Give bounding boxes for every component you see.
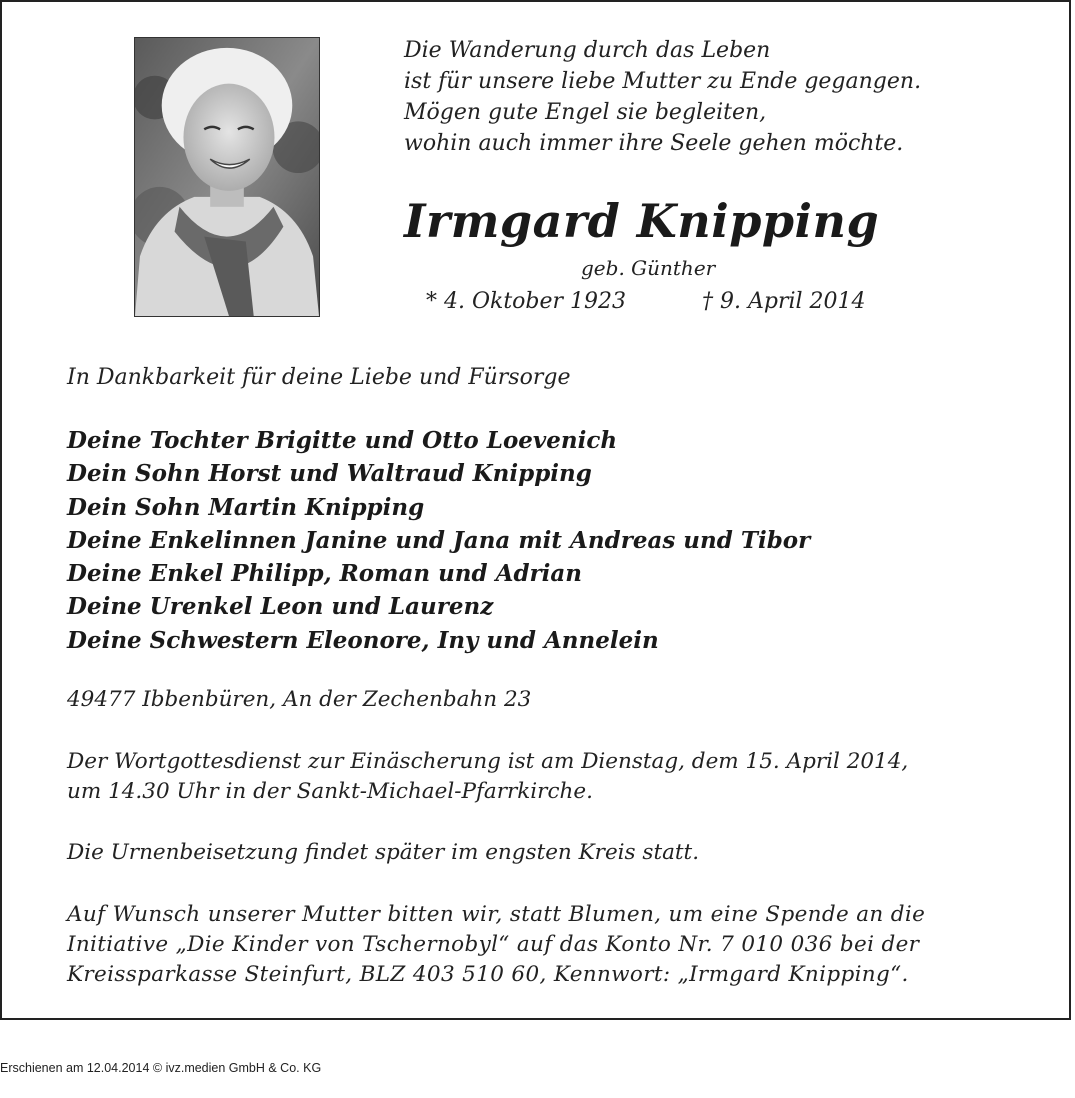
death-date: † 9. April 2014	[702, 289, 866, 314]
poem-line: ist für unsere liebe Mutter zu Ende gegangen.	[404, 69, 922, 94]
mourner-line: Dein Sohn Martin Knipping	[67, 493, 425, 521]
mourner-line: Deine Urenkel Leon und Laurenz	[67, 593, 494, 621]
publication-footer: Erschienen am 12.04.2014 © ivz.medien GmbH & Co. KG	[0, 1061, 322, 1075]
mourners-list	[67, 424, 810, 657]
mourner-line: Deine Schwestern Eleonore, Iny und Annelein	[67, 626, 659, 654]
mourner-line: Deine Enkel Philipp, Roman und Adrian	[67, 560, 583, 588]
poem-line: Die Wanderung durch das Leben	[404, 38, 771, 63]
portrait-photo	[134, 37, 320, 317]
donation-line: Auf Wunsch unserer Mutter bitten wir, statt Blumen, um eine Spende an die	[67, 902, 926, 927]
poem-line: wohin auch immer ihre Seele gehen möchte.	[404, 131, 904, 156]
donation-line: Kreissparkasse Steinfurt, BLZ 403 510 60, Kennwort: „Irmgard Knipping“.	[67, 962, 909, 987]
service-info	[67, 747, 908, 807]
donation-line: Initiative „Die Kinder von Tschernobyl“ auf das Konto Nr. 7 010 036 bei der	[67, 932, 920, 957]
maiden-name: geb. Günther	[581, 256, 716, 280]
address: 49477 Ibbenbüren, An der Zechenbahn 23	[67, 687, 532, 712]
poem	[404, 35, 921, 159]
poem-line: Mögen gute Engel sie begleiten,	[404, 100, 767, 125]
mourner-line: Deine Tochter Brigitte und Otto Loevenich	[67, 427, 618, 454]
birth-date: * 4. Oktober 1923	[426, 289, 627, 314]
service-line: Der Wortgottesdienst zur Einäscherung ist am Dienstag, dem 15. April 2014,	[67, 749, 909, 774]
portrait-image	[135, 38, 319, 316]
thanks-line: In Dankbarkeit für deine Liebe und Fürsorge	[67, 365, 571, 390]
service-line: um 14.30 Uhr in der Sankt-Michael-Pfarrkirche.	[67, 779, 593, 804]
mourner-line: Dein Sohn Horst und Waltraud Knipping	[67, 460, 592, 488]
deceased-name: Irmgard Knipping	[404, 194, 880, 248]
mourner-line: Deine Enkelinnen Janine und Jana mit Andreas und Tibor	[67, 526, 811, 554]
burial-info: Die Urnenbeisetzung findet später im engsten Kreis statt.	[67, 840, 700, 865]
donation-request	[67, 900, 925, 990]
